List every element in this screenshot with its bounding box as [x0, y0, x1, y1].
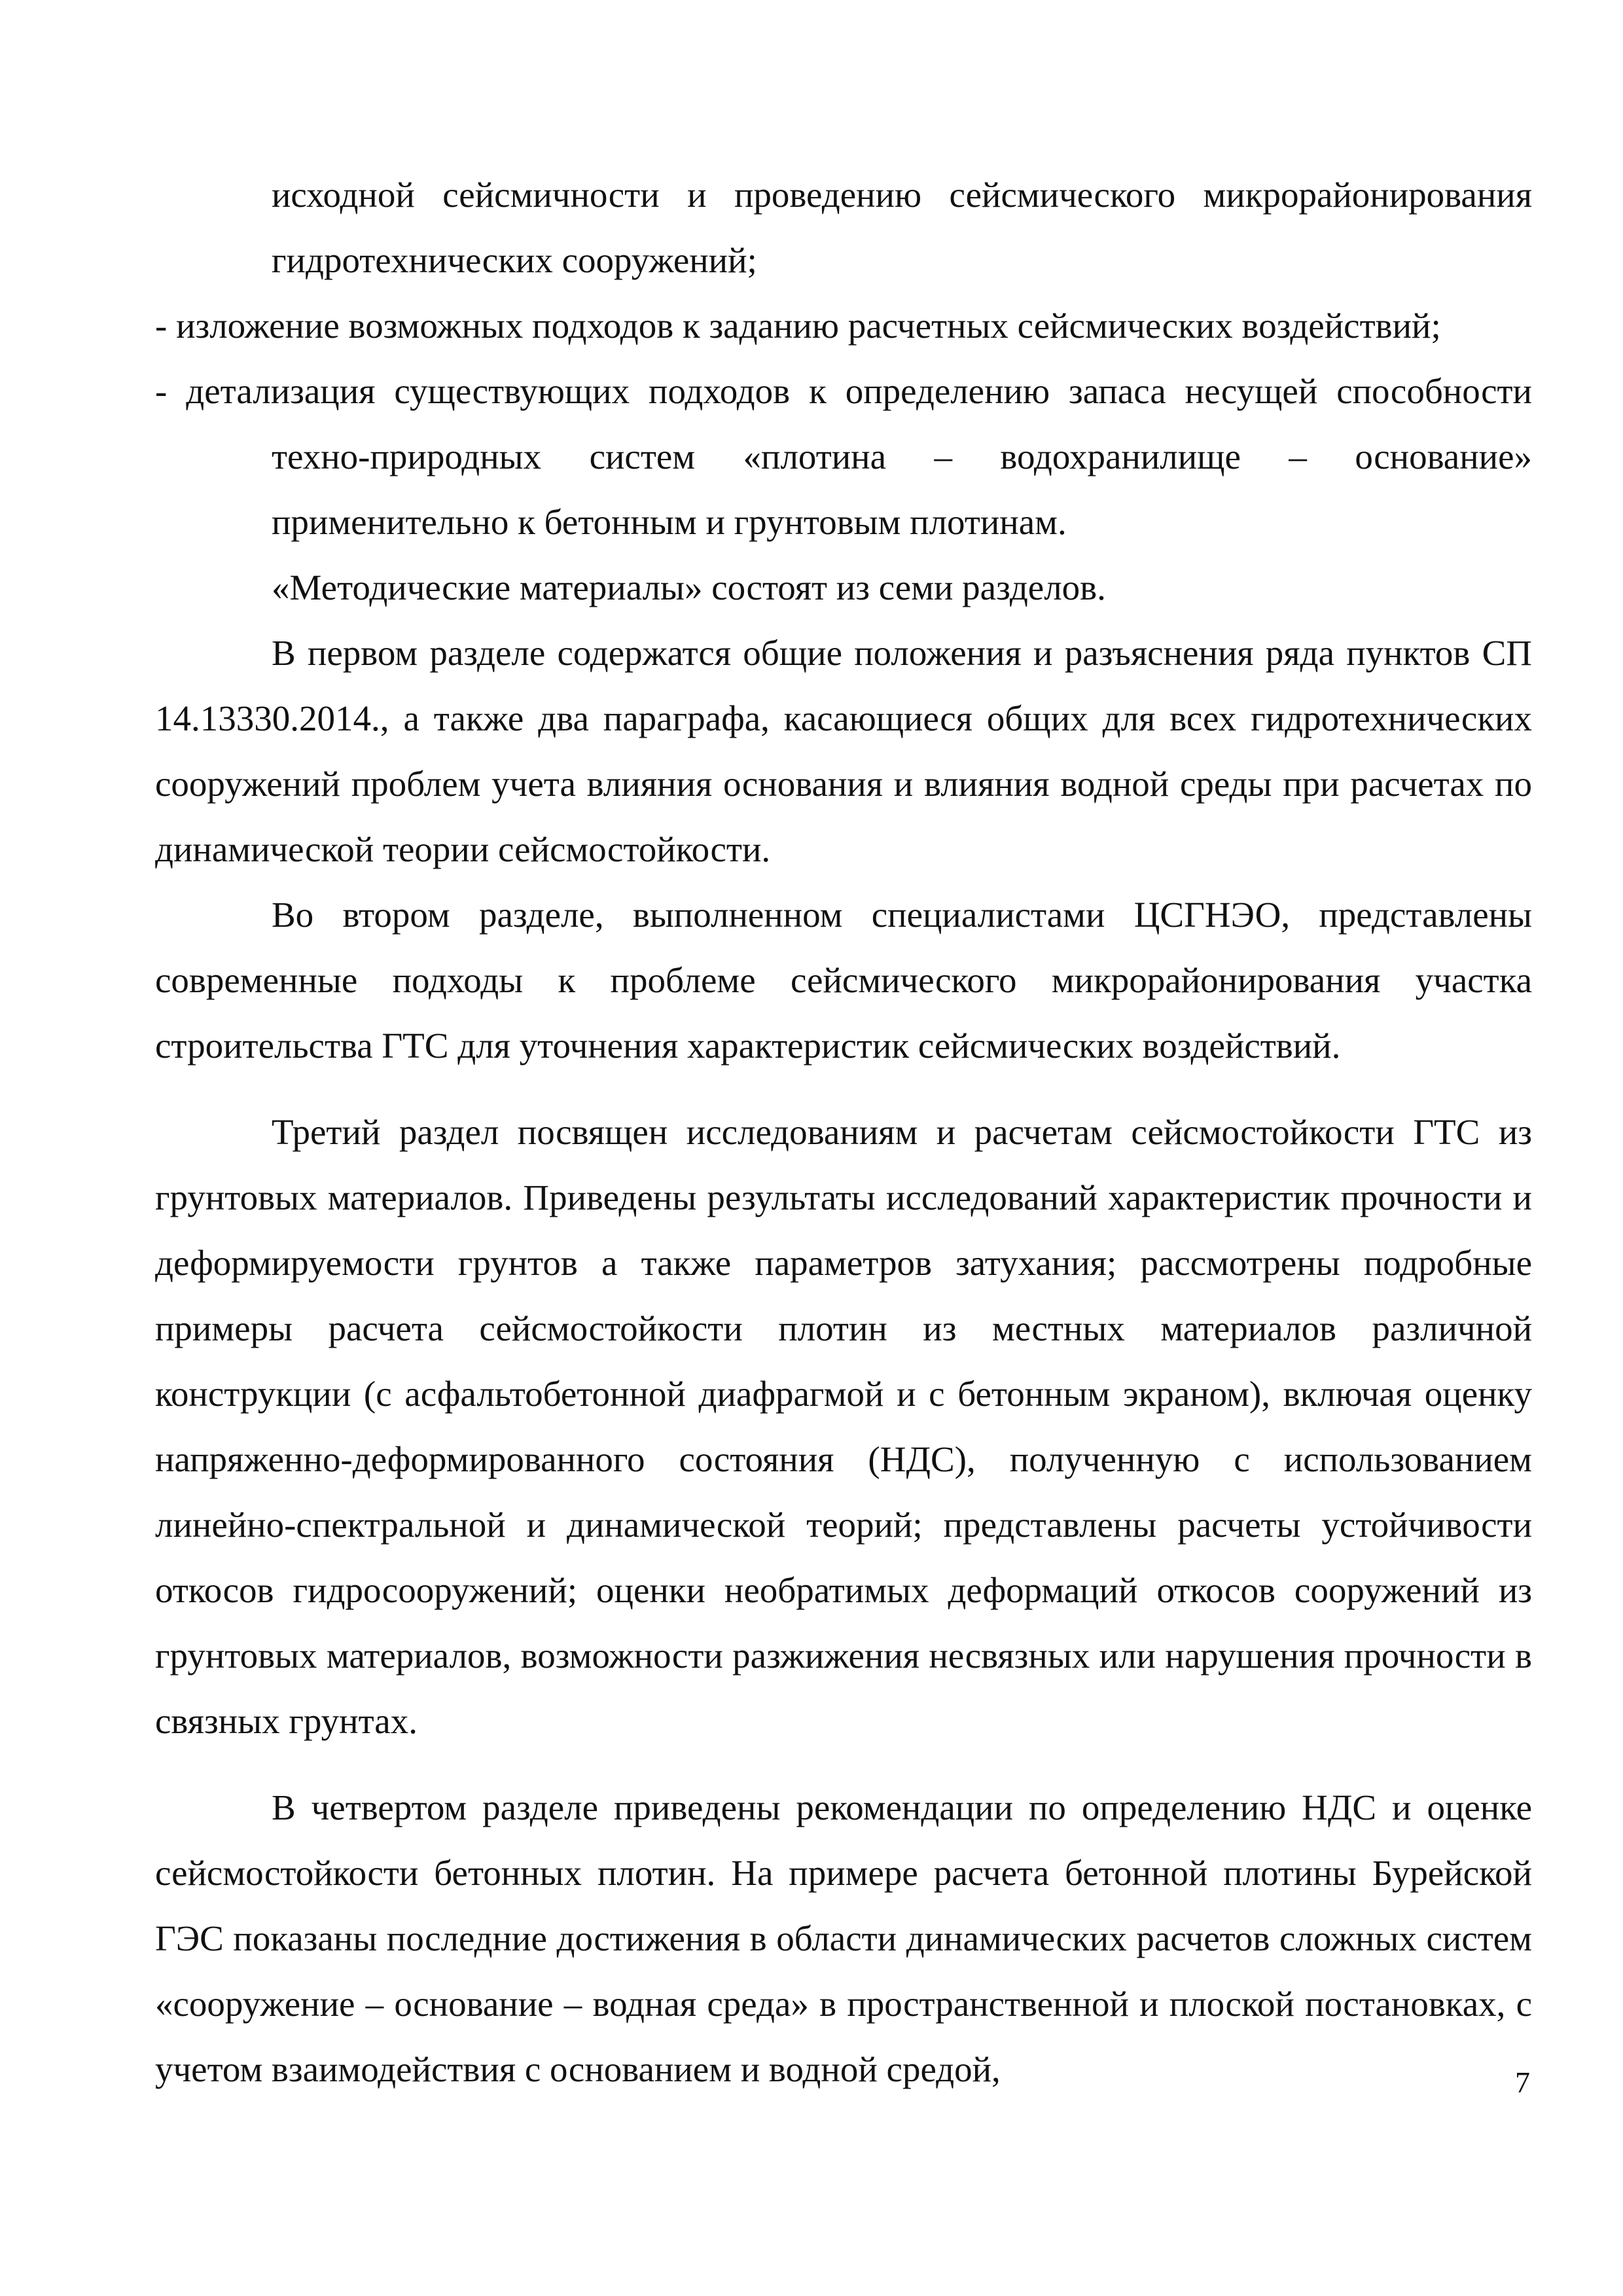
paragraph-materials-overview: «Методические материалы» состоят из семи разделов.: [272, 567, 1106, 607]
page-number: 7: [1515, 2066, 1530, 2099]
paragraph-section-four: В четвертом разделе приведены рекомендации по определению НДС и оценке сейсмостойкости бетонных плотин. На примере расчета бетонной плотины Бурейской ГЭС показаны последние достижения в области динамических расчетов сложных систем «сооружение – основание – водная среда» в пространственной и плоской постановках, с учетом взаимодействия с основанием и водной средой,: [155, 1787, 1532, 2089]
paragraph-continuation: исходной сейсмичности и проведению сейсмического микрорайонирования гидротехнических сооружений;: [272, 175, 1532, 280]
paragraph-section-three: Третий раздел посвящен исследованиям и расчетам сейсмостойкости ГТС из грунтовых материалов. Приведены результаты исследований характеристик прочности и деформируемости грунтов а также параметров затухания; рассмотрены подробные примеры расчета сейсмостойкости плотин из местных материалов различной конструкции (с асфальтобетонной диафрагмой и с бетонным экраном), включая оценку напряженно-деформированного состояния (НДС), полученную с использованием линейно-спектральной и динамической теорий; представлены расчеты устойчивости откосов гидросооружений; оценки необратимых деформаций откосов сооружений из грунтовых материалов, возможности разжижения несвязных или нарушения прочности в связных грунтах.: [155, 1112, 1532, 1741]
list-item-approaches: - изложение возможных подходов к заданию расчетных сейсмических воздействий;: [155, 306, 1441, 346]
body-text: [155, 162, 1532, 2102]
paragraph-section-two: Во втором разделе, выполненном специалистами ЦСГНЭО, представлены современные подходы к проблеме сейсмического микрорайонирования участка строительства ГТС для уточнения характеристик сейсмических воздействий.: [155, 895, 1532, 1066]
list-item-detailing: - детализация существующих подходов к определению запаса несущей способности техно-природных систем «плотина – водохранилище – основание» применительно к бетонным и грунтовым плотинам.: [155, 371, 1532, 542]
paragraph-section-one: В первом разделе содержатся общие положения и разъяснения ряда пунктов СП 14.13330.2014., а также два параграфа, касающиеся общих для всех гидротехнических сооружений проблем учета влияния основания и влияния водной среды при расчетах по динамической теории сейсмостойкости.: [155, 633, 1532, 869]
